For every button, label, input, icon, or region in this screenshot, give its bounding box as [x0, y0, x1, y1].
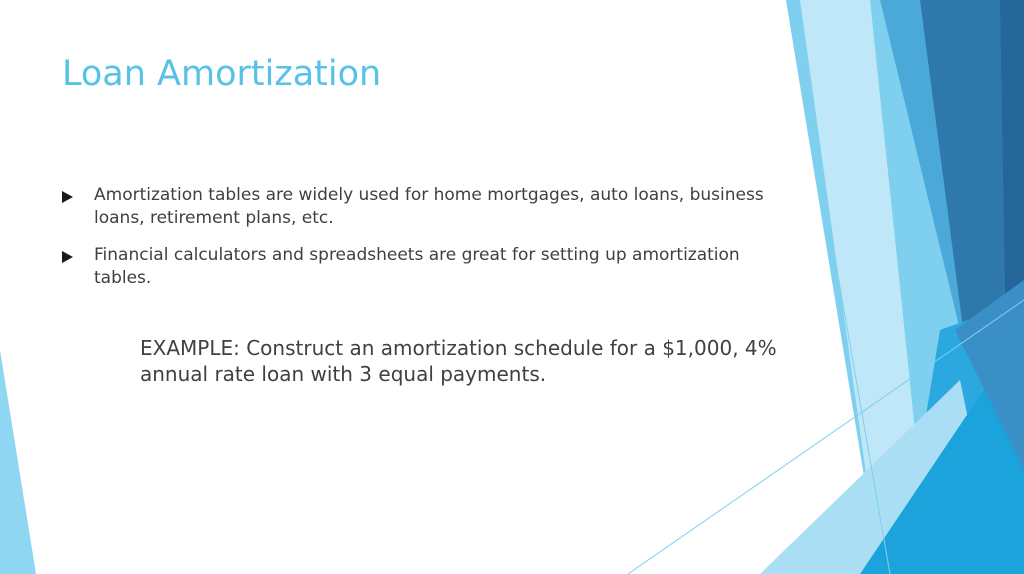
bullet-item [62, 184, 782, 230]
example-text: EXAMPLE: Construct an amortization schedule for a $1,000, 4% annual rate loan with 3 equal payments. [140, 336, 777, 386]
right-triangle-bullet-icon [62, 251, 73, 263]
right-triangle-bullet-icon [62, 191, 73, 203]
left-edge-facet [0, 350, 36, 574]
bullet-text: Amortization tables are widely used for home mortgages, auto loans, business loans, retirement plans, etc. [94, 185, 764, 228]
slide-title: Loan Amortization [62, 54, 382, 94]
bullet-text: Financial calculators and spreadsheets are great for setting up amortization tables. [94, 245, 740, 288]
bullet-item [62, 244, 782, 290]
bullet-list [62, 184, 782, 304]
